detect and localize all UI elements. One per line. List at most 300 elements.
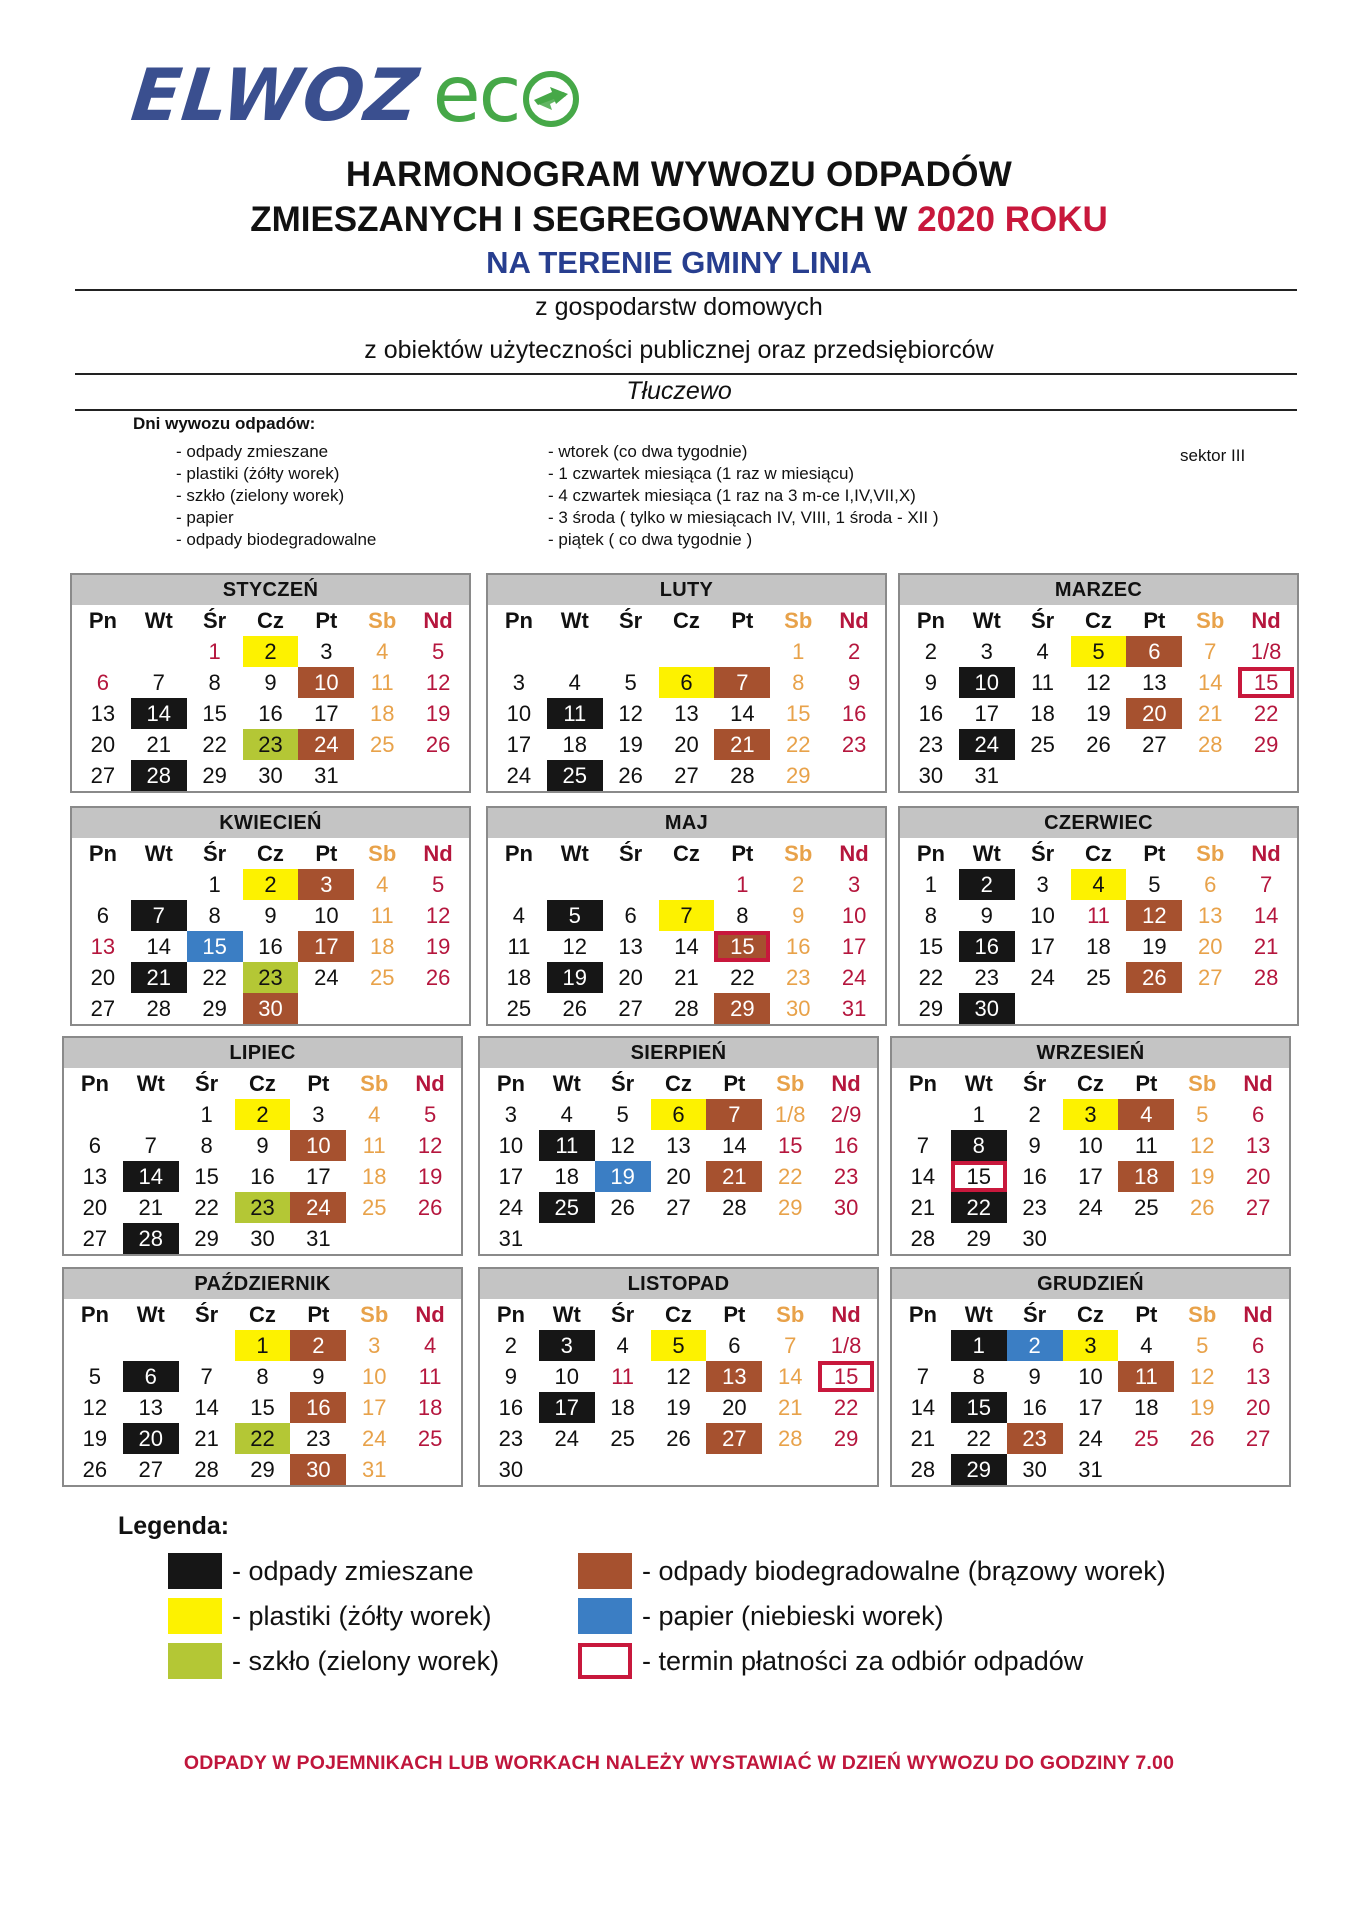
weekday-header: Pt	[723, 1071, 746, 1096]
empty-cell	[714, 636, 770, 667]
weekday-header: Śr	[195, 1302, 219, 1327]
day-cell: 26	[618, 763, 643, 788]
day-cell-plastic: 5	[1071, 636, 1127, 667]
day-cell: 20	[722, 1395, 747, 1420]
day-cell-bio: 2	[290, 1330, 346, 1361]
day-cell: 10	[841, 903, 867, 928]
day-cell: 2	[847, 639, 861, 664]
day-cell-mixed: 17	[539, 1392, 595, 1423]
day-cell: 6	[624, 903, 637, 928]
day-cell: 29	[194, 1226, 219, 1251]
day-cell: 7	[916, 1364, 930, 1389]
empty-cell	[603, 636, 659, 667]
day-cell: 23	[974, 965, 1000, 990]
day-cell: 11	[507, 934, 531, 959]
day-cell: 27	[618, 996, 643, 1021]
logo-eco-letters: ec	[432, 50, 520, 140]
empty-cell	[179, 1330, 235, 1361]
day-cell: 5	[431, 639, 445, 664]
weekday-header: Nd	[839, 841, 869, 866]
day-cell: 31	[314, 763, 339, 788]
weekday-header: Sb	[1188, 1302, 1217, 1327]
day-cell: 15	[202, 701, 227, 726]
day-cell: 13	[1245, 1364, 1271, 1389]
day-cell: 16	[250, 1164, 275, 1189]
day-cell: 16	[918, 701, 944, 726]
day-cell: 31	[1078, 1457, 1103, 1482]
day-cell: 28	[194, 1457, 219, 1482]
day-cell: 16	[833, 1133, 859, 1158]
day-cell: 18	[562, 732, 588, 757]
day-cell: 17	[314, 701, 339, 726]
day-cell: 29	[1253, 732, 1279, 757]
day-cell: 28	[1253, 965, 1279, 990]
day-cell: 31	[361, 1457, 387, 1482]
day-cell: 20	[674, 732, 699, 757]
day-cell: 9	[264, 903, 277, 928]
weekday-header: Śr	[1023, 1071, 1047, 1096]
month-title: PAŹDZIERNIK	[64, 1269, 461, 1299]
day-cell: 12	[666, 1364, 691, 1389]
day-cell: 16	[1022, 1164, 1047, 1189]
day-cell: 28	[777, 1426, 803, 1451]
weekday-header: Wt	[560, 841, 589, 866]
day-cell: 30	[258, 763, 283, 788]
day-cell: 9	[924, 670, 938, 695]
day-cell: 29	[777, 1195, 803, 1220]
day-cell: 9	[312, 1364, 325, 1389]
day-cell-bio: 4	[1118, 1099, 1174, 1130]
weekday-header: Śr	[619, 841, 643, 866]
day-cell-bio: 17	[298, 931, 354, 962]
weekday-header: Pn	[88, 841, 117, 866]
empty-cell	[547, 636, 603, 667]
day-cell: 10	[506, 701, 532, 726]
legend-label: - plastiki (żółty worek)	[232, 1600, 492, 1631]
day-cell: 16	[498, 1395, 524, 1420]
empty-cell	[123, 1099, 179, 1130]
day-cell: 9	[980, 903, 993, 928]
day-cell-bio: 24	[298, 729, 354, 760]
day-cell: 5	[616, 1102, 629, 1127]
day-cell: 17	[506, 732, 532, 757]
weekday-header: Cz	[1077, 1071, 1104, 1096]
day-cell: 14	[730, 701, 755, 726]
day-cell: 7	[1204, 639, 1217, 664]
weekday-header: Wt	[552, 1302, 581, 1327]
day-cell: 23	[306, 1426, 331, 1451]
weekday-header: Nd	[1251, 841, 1281, 866]
day-cell: 28	[910, 1226, 936, 1251]
day-cell: 26	[1086, 732, 1111, 757]
day-cell: 18	[1030, 701, 1055, 726]
day-cell: 19	[618, 732, 643, 757]
weekday-header: Nd	[1243, 1302, 1273, 1327]
weekday-header: Śr	[611, 1071, 635, 1096]
day-cell: 25	[1086, 965, 1111, 990]
legend-label: - termin płatności za odbiór odpadów	[642, 1645, 1084, 1676]
day-cell-mixed: 15	[951, 1392, 1007, 1423]
day-cell: 1	[972, 1102, 985, 1127]
title-line-1: HARMONOGRAM WYWOZU ODPADÓW	[345, 155, 1013, 194]
day-cell: 8	[256, 1364, 269, 1389]
day-cell: 26	[1189, 1195, 1215, 1220]
month-listopad	[478, 1267, 879, 1487]
day-cell: 16	[785, 934, 811, 959]
day-cell: 4	[423, 1333, 437, 1358]
day-cell: 9	[504, 1364, 518, 1389]
legend-label: - odpady zmieszane	[232, 1555, 474, 1586]
day-cell: 12	[1189, 1133, 1215, 1158]
month-marzec	[898, 573, 1299, 793]
legend-item-payment	[578, 1643, 1083, 1679]
day-grid	[72, 605, 469, 791]
weekday-header: Cz	[1085, 608, 1112, 633]
day-cell: 2	[924, 639, 938, 664]
day-cell: 22	[194, 1195, 219, 1220]
day-cell: 23	[1022, 1195, 1047, 1220]
weekday-header: Pn	[916, 608, 945, 633]
day-cell: 27	[1245, 1426, 1271, 1451]
month-title: WRZESIEŃ	[892, 1038, 1289, 1068]
day-grid	[900, 605, 1297, 791]
empty-cell	[75, 636, 131, 667]
day-cell: 24	[841, 965, 867, 990]
day-cell-plastic: 6	[651, 1099, 707, 1130]
day-cell: 28	[910, 1457, 936, 1482]
weekday-header: Cz	[665, 1071, 692, 1096]
day-cell-bio: 21	[714, 729, 770, 760]
legend-item-bio	[578, 1553, 1166, 1589]
waste-type: - odpady zmieszane	[176, 442, 329, 461]
day-cell: 17	[306, 1164, 331, 1189]
day-cell: 5	[88, 1364, 102, 1389]
day-cell: 24	[506, 763, 532, 788]
weekday-header: Wt	[144, 841, 173, 866]
day-cell: 5	[1196, 1333, 1209, 1358]
weekday-header: Wt	[136, 1302, 165, 1327]
day-cell: 21	[138, 1195, 164, 1220]
day-cell-glass: 23	[243, 962, 299, 993]
day-cell: 29	[966, 1226, 992, 1251]
month-title: STYCZEŃ	[72, 575, 469, 605]
day-cell-mixed: 14	[123, 1161, 179, 1192]
waste-schedule: - piątek ( co dwa tygodnie )	[548, 530, 753, 549]
day-cell-mixed: 1	[951, 1330, 1007, 1361]
day-cell: 8	[736, 903, 749, 928]
day-cell: 17	[974, 701, 1000, 726]
day-cell-plastic: 5	[651, 1330, 707, 1361]
day-cell-mixed: 11	[539, 1130, 595, 1161]
day-cell: 12	[618, 701, 643, 726]
day-cell: 5	[1148, 872, 1161, 897]
day-cell-bio: 18	[1118, 1161, 1174, 1192]
day-cell-glass: 22	[235, 1423, 291, 1454]
divider	[75, 289, 1297, 291]
weekday-header: Nd	[423, 608, 453, 633]
day-cell: 31	[974, 763, 1000, 788]
day-cell-mixed: 24	[959, 729, 1015, 760]
weekday-header: Śr	[1031, 608, 1055, 633]
day-cell: 4	[376, 872, 389, 897]
weekday-header: Wt	[552, 1071, 581, 1096]
weekday-header: Pt	[723, 1302, 746, 1327]
legend-label: - odpady biodegradowalne (brązowy worek)	[642, 1555, 1166, 1586]
day-cell: 11	[362, 1133, 386, 1158]
day-cell: 27	[674, 763, 699, 788]
waste-schedule-list	[548, 441, 939, 551]
day-cell-bio: 27	[706, 1423, 762, 1454]
month-title: LIPIEC	[64, 1038, 461, 1068]
day-cell: 10	[498, 1133, 524, 1158]
day-cell: 1	[792, 639, 805, 664]
day-cell-mixed: 20	[123, 1423, 179, 1454]
day-cell: 11	[370, 903, 394, 928]
day-cell: 1	[924, 872, 938, 897]
empty-cell	[547, 869, 603, 900]
day-cell-plastic: 1	[235, 1330, 291, 1361]
day-cell: 4	[368, 1102, 381, 1127]
day-cell: 24	[554, 1426, 580, 1451]
day-cell: 22	[730, 965, 755, 990]
day-cell: 8	[208, 903, 221, 928]
waste-schedule: - wtorek (co dwa tygodnie)	[548, 442, 748, 461]
weekday-header: Pn	[916, 841, 945, 866]
day-cell: 13	[90, 701, 116, 726]
weekday-header: Cz	[257, 608, 284, 633]
legend-title: Legenda:	[118, 1512, 230, 1540]
day-cell: 19	[1142, 934, 1167, 959]
day-cell-glass: 23	[243, 729, 299, 760]
day-cell: 9	[256, 1133, 269, 1158]
day-cell: 14	[1197, 670, 1223, 695]
weekday-header: Pn	[504, 841, 533, 866]
day-cell: 30	[1022, 1226, 1047, 1251]
day-cell-mixed: 8	[951, 1130, 1007, 1161]
day-cell: 26	[1189, 1426, 1215, 1451]
weekday-header: Sb	[784, 841, 813, 866]
day-grid	[488, 605, 885, 791]
day-cell: 22	[833, 1395, 859, 1420]
day-cell: 10	[361, 1364, 387, 1389]
day-cell: 22	[777, 1164, 803, 1189]
day-cell: 17	[1078, 1395, 1103, 1420]
day-cell: 2	[792, 872, 805, 897]
weekday-header: Pn	[504, 608, 533, 633]
day-cell: 21	[1197, 701, 1223, 726]
weekday-header: Pt	[731, 841, 754, 866]
waste-schedule: - 4 czwartek miesiąca (1 raz na 3 m-ce I,IV,VII,X)	[548, 486, 916, 505]
subtitle-businesses: z obiektów użyteczności publicznej oraz przedsiębiorców	[364, 336, 994, 364]
day-cell: 20	[90, 732, 116, 757]
day-cell: 30	[498, 1457, 524, 1482]
day-cell-paper: 15	[187, 931, 243, 962]
day-cell: 5	[624, 670, 637, 695]
day-cell: 22	[918, 965, 944, 990]
weekday-header: Pn	[908, 1302, 937, 1327]
day-cell: 3	[320, 639, 333, 664]
day-cell: 7	[144, 1133, 157, 1158]
day-cell: 25	[369, 965, 395, 990]
weekday-header: Pn	[80, 1071, 109, 1096]
day-cell: 13	[1197, 903, 1223, 928]
day-cell: 6	[96, 670, 110, 695]
weekday-header: Pt	[1135, 1302, 1158, 1327]
day-cell-bio: 16	[290, 1392, 346, 1423]
day-cell-mixed: 14	[131, 698, 187, 729]
day-cell: 10	[314, 903, 339, 928]
weekday-header: Sb	[776, 1071, 805, 1096]
day-cell-mixed: 16	[959, 931, 1015, 962]
day-cell: 14	[1253, 903, 1279, 928]
day-cell: 6	[1204, 872, 1217, 897]
day-cell: 20	[1245, 1164, 1271, 1189]
empty-cell	[895, 1330, 951, 1361]
day-cell: 12	[1189, 1364, 1215, 1389]
day-cell: 3	[1036, 872, 1049, 897]
weekday-header: Pn	[88, 608, 117, 633]
day-cell: 11	[1031, 670, 1055, 695]
weekday-header: Nd	[1251, 608, 1281, 633]
day-cell: 15	[250, 1395, 275, 1420]
day-cell: 13	[1245, 1133, 1271, 1158]
day-cell: 25	[369, 732, 395, 757]
day-cell: 7	[152, 670, 165, 695]
day-cell: 23	[498, 1426, 524, 1451]
day-cell: 30	[250, 1226, 275, 1251]
weekday-header: Śr	[195, 1071, 219, 1096]
day-cell: 15	[194, 1164, 219, 1189]
day-cell: 23	[833, 1164, 859, 1189]
day-cell: 27	[1245, 1195, 1271, 1220]
day-cell: 17	[361, 1395, 387, 1420]
day-cell: 16	[258, 934, 283, 959]
waste-type: - papier	[176, 508, 234, 527]
day-cell: 12	[425, 903, 451, 928]
weekday-header: Wt	[144, 608, 173, 633]
day-cell: 29	[918, 996, 944, 1021]
divider	[75, 373, 1297, 375]
waste-type: - odpady biodegradowalne	[176, 530, 377, 549]
day-cell: 16	[841, 701, 867, 726]
waste-schedule: - 1 czwartek miesiąca (1 raz w miesiącu)	[548, 464, 855, 483]
day-grid	[72, 838, 469, 1024]
day-cell: 13	[666, 1133, 691, 1158]
day-cell: 9	[792, 903, 805, 928]
weekday-header: Pn	[496, 1071, 525, 1096]
day-cell: 25	[1134, 1426, 1159, 1451]
weekday-header: Sb	[360, 1071, 389, 1096]
day-cell: 17	[841, 934, 867, 959]
weekday-header: Sb	[776, 1302, 805, 1327]
month-grudzien	[890, 1267, 1291, 1487]
empty-cell	[67, 1099, 123, 1130]
weekday-header: Cz	[1085, 841, 1112, 866]
day-cell: 12	[425, 670, 451, 695]
day-cell-mixed: 3	[539, 1330, 595, 1361]
footer-notice: ODPADY W POJEMNIKACH LUB WORKACH NALEŻY WYSTAWIAĆ W DZIEŃ WYWOZU DO GODZINY 7.00	[183, 1752, 1175, 1774]
day-cell: 18	[506, 965, 532, 990]
day-cell-bio: 6	[1126, 636, 1182, 667]
day-cell-plastic: 3	[1063, 1099, 1119, 1130]
day-cell: 10	[554, 1364, 580, 1389]
month-title: MAJ	[488, 808, 885, 838]
weekday-header: Sb	[368, 608, 397, 633]
weekday-header: Pt	[1143, 841, 1166, 866]
day-grid	[480, 1068, 877, 1254]
day-cell: 16	[1022, 1395, 1047, 1420]
weekday-header: Sb	[784, 608, 813, 633]
day-cell-mixed: 6	[123, 1361, 179, 1392]
day-cell: 3	[512, 670, 526, 695]
day-cell-payment: 15	[1238, 667, 1294, 698]
day-cell: 11	[370, 670, 394, 695]
weekday-header: Nd	[831, 1302, 861, 1327]
month-luty	[486, 573, 887, 793]
legend-label: - szkło (zielony worek)	[232, 1645, 500, 1676]
day-cell: 28	[146, 996, 172, 1021]
day-cell-paper: 19	[595, 1161, 651, 1192]
day-grid	[480, 1299, 877, 1485]
day-cell: 31	[841, 996, 867, 1021]
day-cell: 3	[368, 1333, 381, 1358]
weekday-header: Pn	[496, 1302, 525, 1327]
day-cell: 15	[785, 701, 811, 726]
title-year: 2020 ROKU	[917, 200, 1108, 239]
day-cell: 1/8	[1250, 639, 1282, 664]
day-cell: 2/9	[830, 1102, 862, 1127]
day-cell: 11	[1087, 903, 1110, 928]
month-title: KWIECIEŃ	[72, 808, 469, 838]
day-cell-bio: 30	[290, 1454, 346, 1485]
day-cell: 3	[312, 1102, 325, 1127]
day-cell: 24	[1030, 965, 1055, 990]
day-cell: 3	[847, 872, 861, 897]
day-cell: 25	[417, 1426, 443, 1451]
day-cell: 25	[506, 996, 532, 1021]
weekday-header: Nd	[839, 608, 869, 633]
day-cell: 6	[88, 1133, 102, 1158]
day-cell-mixed: 28	[131, 760, 187, 791]
day-cell: 29	[202, 996, 227, 1021]
sector-label: sektor III	[1180, 446, 1246, 465]
day-cell: 20	[666, 1164, 691, 1189]
day-cell-plastic: 4	[1071, 869, 1127, 900]
weekday-header: Cz	[1077, 1302, 1104, 1327]
day-cell: 17	[498, 1164, 524, 1189]
day-cell: 18	[417, 1395, 443, 1420]
day-cell: 8	[924, 903, 938, 928]
month-title: CZERWIEC	[900, 808, 1297, 838]
logo-brand-text: ELWOZ	[127, 53, 424, 137]
day-grid	[64, 1299, 461, 1485]
day-cell: 14	[146, 934, 172, 959]
day-cell: 22	[1253, 701, 1279, 726]
weekday-header: Sb	[1196, 608, 1225, 633]
weekday-header: Cz	[249, 1071, 276, 1096]
day-cell: 25	[1030, 732, 1055, 757]
day-cell: 2	[1028, 1102, 1041, 1127]
day-cell: 17	[1078, 1164, 1103, 1189]
day-cell-bio: 7	[714, 667, 770, 698]
day-cell-mixed: 25	[539, 1192, 595, 1223]
day-cell: 14	[910, 1395, 936, 1420]
day-cell: 6	[1251, 1333, 1265, 1358]
weekday-header: Wt	[560, 608, 589, 633]
day-cell: 26	[82, 1457, 108, 1482]
day-cell: 6	[96, 903, 110, 928]
day-cell-bio: 24	[290, 1192, 346, 1223]
